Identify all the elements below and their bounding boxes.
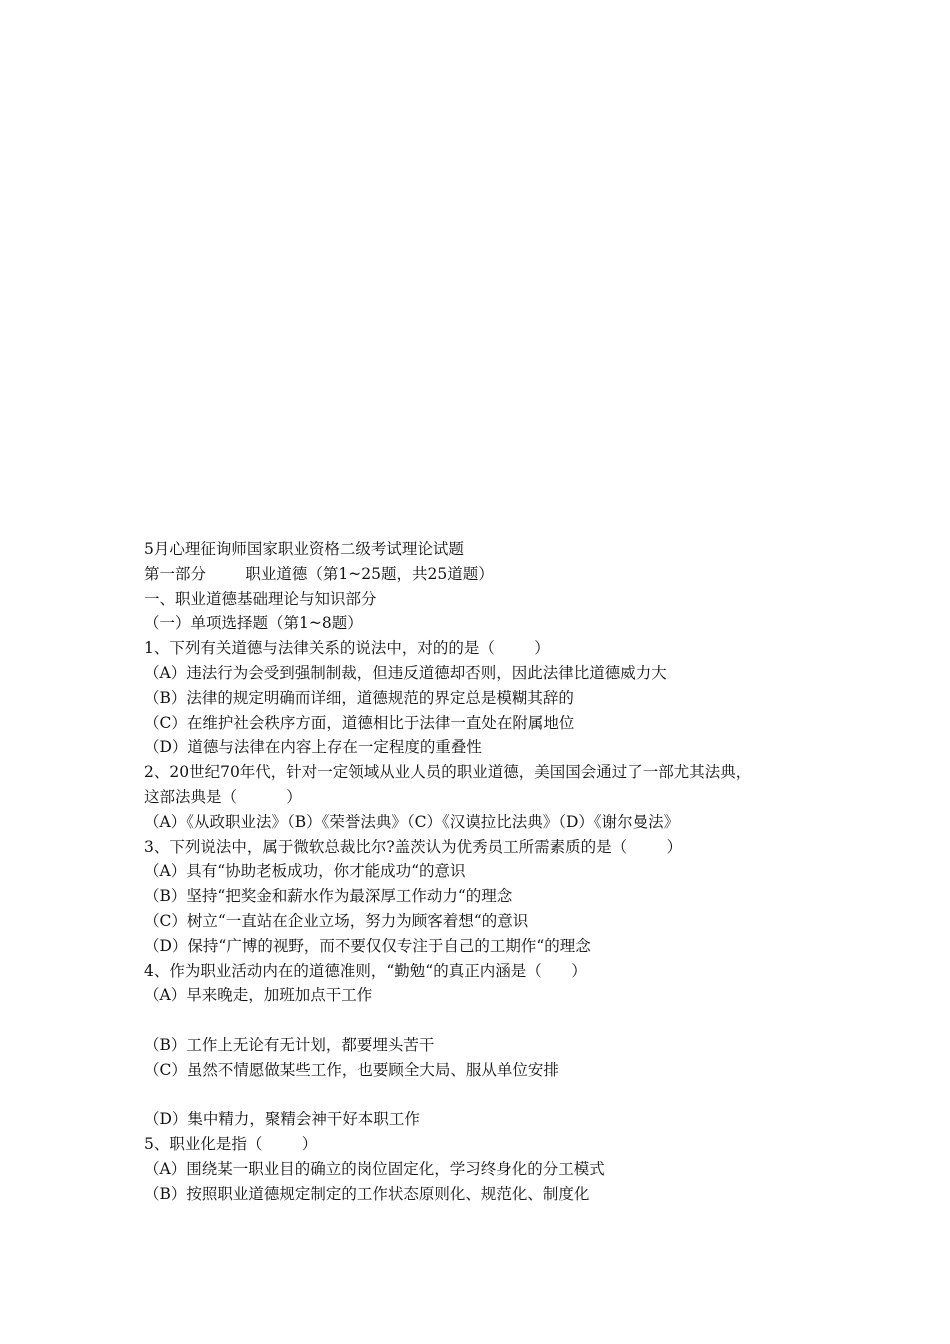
question-1-option-b: （B）法律的规定明确而详细，道德规范的界定总是模糊其辞的 <box>144 688 574 707</box>
document-title: 5月心理征询师国家职业资格二级考试理论试题 <box>144 540 464 558</box>
question-3: 3、下列说法中，属于微软总裁比尔?盖茨认为优秀员工所需素质的是（ ） <box>144 837 683 856</box>
question-3-option-c: （C）树立“一直站在企业立场，努力为顾客着想“的意识 <box>144 911 529 930</box>
document-body <box>144 537 824 1207</box>
question-2: 2、20世纪70年代，针对一定领域从业人员的职业道德，美国国会通过了一部尤其法典， <box>144 763 752 782</box>
question-2-options: （A）《从政职业法》（B）《荣誉法典》（C）《汉谟拉比法典》（D）《谢尔曼法》 <box>144 812 680 831</box>
question-1: 1、下列有关道德与法律关系的说法中，对的的是（ ） <box>144 639 550 658</box>
question-1-option-c: （C）在维护社会秩序方面，道德相比于法律一直处在附属地位 <box>144 713 575 732</box>
part-heading: 第一部分 职业道德（第1~25题，共25道题） <box>144 564 494 583</box>
subsection-heading: （一）单项选择题（第1~8题） <box>144 614 363 633</box>
question-2-continued: 这部法典是（ ） <box>144 787 302 806</box>
blank-line <box>144 1083 824 1108</box>
section-heading: 一、职业道德基础理论与知识部分 <box>144 589 377 608</box>
question-4-option-a: （A）早来晚走，加班加点干工作 <box>144 986 373 1005</box>
question-4: 4、作为职业活动内在的道德准则，“勤勉“的真正内涵是（ ） <box>144 961 587 980</box>
blank-line <box>144 1008 824 1033</box>
question-3-option-b: （B）坚持“把奖金和薪水作为最深厚工作动力“的理念 <box>144 887 513 906</box>
question-3-option-d: （D）保持“广博的视野，而不要仅仅专注于自己的工期作“的理念 <box>144 936 591 955</box>
question-5-option-a: （A）围绕某一职业目的确立的岗位固定化，学习终身化的分工模式 <box>144 1159 605 1178</box>
question-4-option-c: （C）虽然不情愿做某些工作，也要顾全大局、服从单位安排 <box>144 1060 559 1079</box>
question-4-option-d: （D）集中精力，聚精会神干好本职工作 <box>144 1110 420 1129</box>
question-5: 5、职业化是指（ ） <box>144 1135 318 1154</box>
question-3-option-a: （A）具有“协助老板成功，你才能成功“的意识 <box>144 862 466 881</box>
question-1-option-a: （A）违法行为会受到强制制裁，但违反道德却否则，因此法律比道德威力大 <box>144 663 667 682</box>
question-5-option-b: （B）按照职业道德规定制定的工作状态原则化、规范化、制度化 <box>144 1184 590 1203</box>
question-1-option-d: （D）道德与法律在内容上存在一定程度的重叠性 <box>144 738 482 757</box>
question-4-option-b: （B）工作上无论有无计划，都要埋头苦干 <box>144 1035 435 1054</box>
